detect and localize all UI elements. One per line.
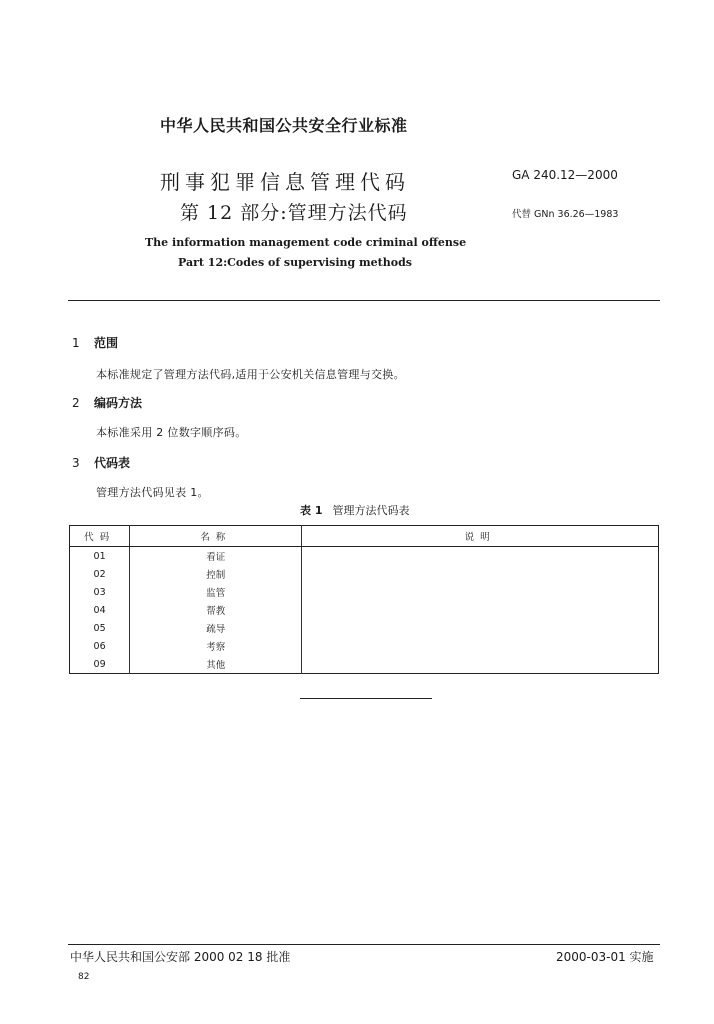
cell-code: 05 — [70, 619, 130, 637]
cell-code: 06 — [70, 637, 130, 655]
table-row — [70, 601, 659, 619]
table-row — [70, 565, 659, 583]
section-text-coding-method: 本标准采用 2 位数字顺序码。 — [96, 426, 247, 439]
header-divider — [68, 300, 660, 301]
header-code: 代码 — [70, 526, 130, 547]
header-name: 名称 — [130, 526, 302, 547]
cell-name: 考察 — [130, 637, 302, 655]
standard-name: 中华人民共和国公共安全行业标准 — [160, 116, 408, 135]
section-title: 编码方法 — [94, 396, 143, 410]
table-row — [70, 583, 659, 601]
section-heading-coding-method — [72, 394, 142, 411]
cell-code: 04 — [70, 601, 130, 619]
cell-description — [302, 565, 659, 583]
cell-code: 09 — [70, 655, 130, 674]
english-subtitle: Part 12:Codes of supervising methods — [178, 256, 412, 269]
standard-code-number: GA 240.12—2000 — [512, 168, 618, 182]
cell-name: 控制 — [130, 565, 302, 583]
table-caption-title: 管理方法代码表 — [332, 504, 410, 517]
end-of-standard-rule — [300, 698, 432, 699]
cell-description — [302, 619, 659, 637]
document-title: 刑事犯罪信息管理代码 — [160, 170, 410, 194]
cell-description — [302, 547, 659, 566]
cell-description — [302, 655, 659, 674]
cell-name: 疏导 — [130, 619, 302, 637]
approval-note: 中华人民共和国公安部 2000 02 18 批准 — [70, 950, 291, 964]
cell-description — [302, 637, 659, 655]
page-number: 82 — [78, 972, 90, 982]
replaces-note: 代替 GNn 36.26—1983 — [512, 209, 619, 220]
footer-divider — [68, 944, 660, 945]
table-row — [70, 637, 659, 655]
cell-description — [302, 601, 659, 619]
cell-name: 监管 — [130, 583, 302, 601]
cell-name: 看证 — [130, 547, 302, 566]
cell-name: 其他 — [130, 655, 302, 674]
cell-code: 01 — [70, 547, 130, 566]
section-text-code-table: 管理方法代码见表 1。 — [96, 486, 209, 499]
section-text-scope: 本标准规定了管理方法代码,适用于公安机关信息管理与交换。 — [96, 368, 405, 381]
section-number: 1 — [72, 336, 80, 350]
code-table — [69, 525, 659, 674]
section-heading-scope — [72, 334, 118, 351]
table-row — [70, 547, 659, 566]
cell-description — [302, 583, 659, 601]
table-row — [70, 619, 659, 637]
header-description: 说明 — [302, 526, 659, 547]
section-title: 代码表 — [94, 456, 131, 470]
cell-code: 02 — [70, 565, 130, 583]
table-row — [70, 655, 659, 674]
table-caption — [300, 502, 409, 518]
document-subtitle: 第 12 部分:管理方法代码 — [180, 202, 408, 224]
section-number: 2 — [72, 396, 80, 410]
section-number: 3 — [72, 456, 80, 470]
cell-name: 帮教 — [130, 601, 302, 619]
implementation-date: 2000-03-01 实施 — [556, 950, 654, 964]
section-title: 范围 — [94, 336, 119, 350]
cell-code: 03 — [70, 583, 130, 601]
table-header-row — [70, 526, 659, 547]
section-heading-code-table — [72, 454, 130, 471]
table-caption-label: 表 1 — [300, 504, 323, 517]
english-title: The information management code criminal offense — [145, 236, 467, 249]
